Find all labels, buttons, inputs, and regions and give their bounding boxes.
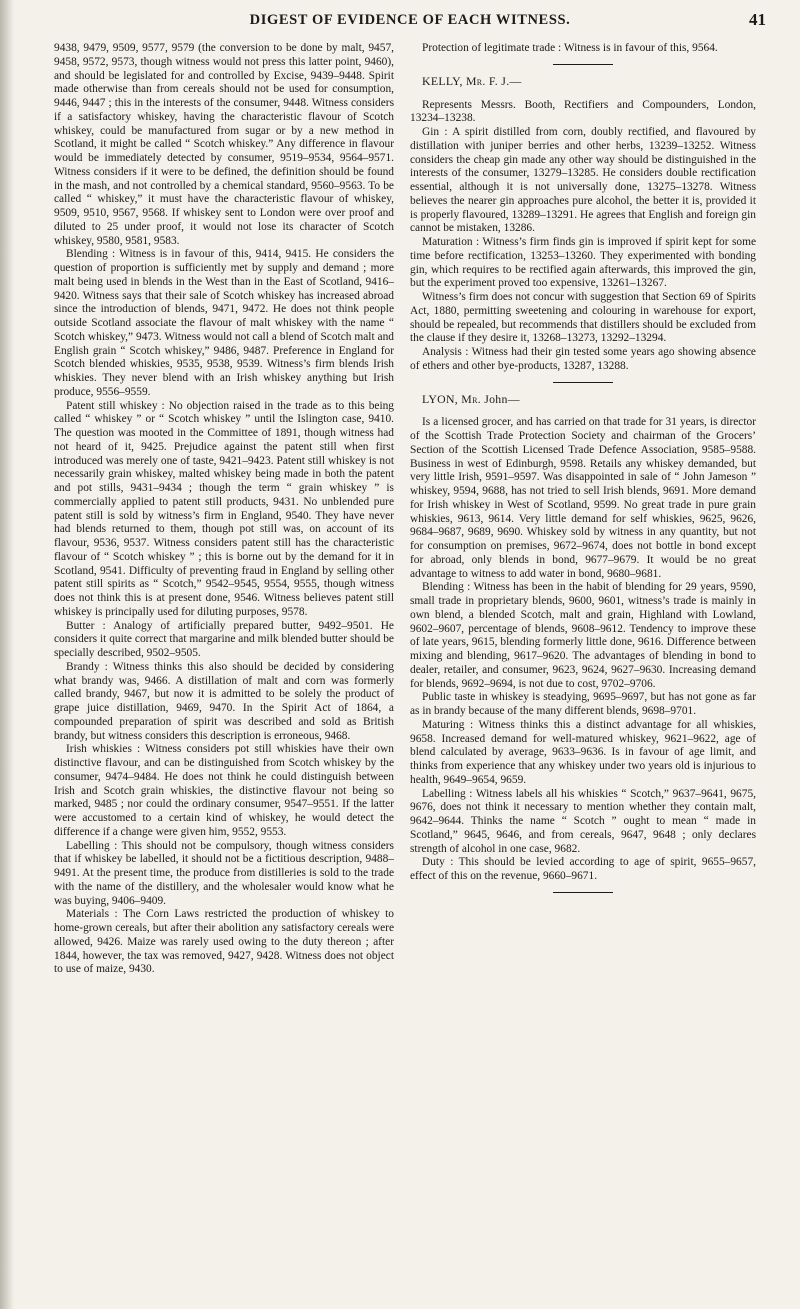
paragraph-continued: 9438, 9479, 9509, 9577, 9579 (the conversion to be done by malt, 9457, 9458, 9572, 9573, though witness would not press this latter point, 9460), and should be legislated for and controlled by Excise, 9439–9448. Spirit made otherwise than from cereals should not be used for consumption, 9446, 9447 ; this in the interests of the consumer, 9448. Witness considers if a satisfactory whiskey, having the characteristic flavour of Scotch whiskey, could be manufactured from sugar or by a new method in Scotland, it might be called “ Scotch whiskey.” Any difference in flavour would be immediately detected by consumer, 9519–9534, 9564–9571. Witness considers if it were to be defined, the definition should be found in the mash, and not controlled by a chemical standard, 9560–9563. To be called “ whiskey,” it must have the characteristic flavour of whiskey, 9509, 9510, 9567, 9568. If whiskey sent to London were over proof and diluted to 25 under proof, it would not lose its character of Scotch whiskey, 9580, 9581, 9583.: [54, 42, 394, 247]
paragraph-kelly-maturation: Maturation : Witness’s firm finds gin is improved if spirit kept for some time before rectification, 13253–13260. They experimented with bonding gin, which requires to be rectified again afterwards, this improved the gin, but the experiment proved too expensive, 13261–13267.: [410, 236, 756, 290]
spacer: [410, 89, 756, 99]
paragraph-blending: Blending : Witness is in favour of this, 9414, 9415. He considers the question of proportion is sufficiently met by supply and demand ; more malt being used in blends in the West than in the East of Scotland, 9416–9420. Witness says that their sale of Scotch whiskey has increased abroad since the introduction of blends, 9471, 9472. He does not think people outside Scotland associate the flavour of malt whiskey with the name “ Scotch whiskey,” 9473. Witness would not call a blend of Scotch malt and English grain “ Scotch whiskey,” 9486, 9487. Preference in England for Scotch blended whiskies, 9535, 9538, 9539. Witness’s firm blends Irish whiskies. They never blend with an Irish whiskey anything but Irish produce, 9556–9559.: [54, 248, 394, 398]
witness-heading-kelly: [410, 75, 756, 89]
spacer: [410, 406, 756, 416]
paragraph-kelly-section-69: Witness’s firm does not concur with suggestion that Section 69 of Spirits Act, 1880, permitting sweetening and colouring in warehouse for export, should be repealed, but recommends that distillers should be excluded from the clause if they desire it, 13268–13273, 13292–13294.: [410, 291, 756, 345]
paragraph-butter: Butter : Analogy of artificially prepared butter, 9492–9501. He considers it quite correct that margarine and milk blended butter should be specially described, 9502–9505.: [54, 619, 394, 659]
paragraph-protection: Protection of legitimate trade : Witness is in favour of this, 9564.: [422, 42, 718, 54]
witness-surname: KELLY,: [422, 73, 466, 88]
paragraph-irish-whiskies: Irish whiskies : Witness considers pot still whiskies have their own distinctive flavour, and can be distinguished from Scotch whiskey by the consumer, 9474–9484. He does not think he could distinguish between Irish and Scotch grain whiskies, the distinctive flavour not being so marked, 9485 ; nor could the ordinary consumer, 9547–9551. If the latter were accustomed to a certain kind of whiskey, he would detect the difference if a change were given him, 9552, 9553.: [54, 743, 394, 838]
paragraph-materials: Materials : The Corn Laws restricted the production of whiskey to home-grown cereals, but after their abolition any satisfactory cereals were allowed, 9426. Maize was rarely used owing to the duty thereon ; after 1844, however, the tax was removed, 9427, 9428. Witness does not object to use of maize, 9430.: [54, 908, 394, 976]
paragraph-kelly-analysis: Analysis : Witness had their gin tested some years ago showing absence of ethers and other bye-products, 13287, 13288.: [410, 346, 756, 372]
witness-forename: John—: [480, 391, 520, 406]
paragraph-kelly-represents: Represents Messrs. Booth, Rectifiers and Compounders, London, 13234–13238.: [410, 98, 756, 125]
paragraph-kelly-gin: Gin : A spirit distilled from corn, doubly rectified, and flavoured by distillation with juniper berries and other herbs, 13239–13252. Witness considers the cheap gin made any other way should be distinguished in the interests of the consumer, 13279–13285. He considers double rectification essential, although it is not universally done, 13275–13278. Witness believes the nearer gin approaches pure alcohol, the better it is, provided it is properly flavoured, 13289–13291. He agrees that English and foreign gin cannot be mistaken, 13286.: [410, 126, 756, 235]
paragraph-labelling: Labelling : This should not be compulsory, though witness considers that if whiskey be labelled, it should not be a fictitious description, 9488–9491. At the present time, the produce from distilleries is sold to the trade with the name of the distillery, and the wholesaler would know what he was buying, 9406–9409.: [54, 839, 394, 907]
paragraph-lyon-blending: Blending : Witness has been in the habit of blending for 29 years, 9590, small trade in proprietary blends, 9600, 9601, witness’s trade is mainly in own blend, a blended Scotch, malt and grain, Highland with Lowland, 9602–9607, percentage of blends, 9608–9612. Tendency to improve these of late years, 9615, blending formerly little done, 9616. Difference between mixing and blending, 9617–9620. The advantages of blending in bond to dealer, retailer, and consumer, 9623, 9624, 9627–9630. Increasing demand for blends, 9692–9694, is not due to cost, 9702–9706.: [410, 581, 756, 690]
paragraph-lyon-maturing: Maturing : Witness thinks this a distinct advantage for all whiskies, 9658. Increased demand for well-matured whiskey, 9621–9622, age of blend calculated by average, 9633–9636. Is in favour of age limit, and thinks from experience that any whiskey under two years old is injurious to health, 9649–9654, 9659.: [410, 718, 756, 786]
paragraph-patent-still: Patent still whiskey : No objection raised in the trade as to this being called “ whiskey ” or “ Scotch whiskey ” until the Islington case, 9410. The question was mooted in the Committee of 1891, though witness had not heard of it, 9425. Prejudice against the patent still when first introduced was merely one of taste, 9421–9423. Patent still whiskey is not necessarily grain whiskey, malted whiskey being made in both the patent and pot stills, 9431–9434 ; though the term “ grain whiskey ” is commercially applied to patent still products, 9431. No unblended pure patent still is sold by witness’s firm in England, 9540. They have never had blends returned to them, though pot still was, on account of its flavour, 9536, 9537. Witness considers patent still has the characteristic flavour of “ Scotch whiskey ” ; this is borne out by the demand for it in Scotland, 9541. Difficulty of preventing fraud in England by selling other patent still spirits as “ Scotch,” 9542–9545, 9554, 9555, though witness does not think this is at present done, 9546. Witness believes patent still whiskey is principally used for diluting purposes, 9578.: [54, 399, 394, 618]
section-divider: [553, 382, 613, 383]
page-edge-shadow: [0, 0, 14, 1309]
paragraph-brandy: Brandy : Witness thinks this also should be decided by considering what brandy was, 9466. A distillation of malt and corn was formerly called brandy, 9467, but now it is admitted to be solely the product of grape juice distillation, 9469, 9470. In the Spirit Act of 1864, a compounded preparation of spirit was described and sold as British brandy, but witness considers this description is erroneous, 9468.: [54, 660, 394, 742]
witness-surname: LYON,: [422, 391, 462, 406]
witness-initials: F. J.—: [485, 73, 522, 88]
left-column: [54, 42, 394, 977]
page-number: 41: [749, 10, 766, 29]
paragraph-lyon-duty: Duty : This should be levied according to age of spirit, 9655–9657, effect of this on the revenue, 9660–9671.: [410, 856, 756, 882]
running-head: DIGEST OF EVIDENCE OF EACH WITNESS.: [249, 12, 571, 28]
section-divider: [553, 892, 613, 893]
paragraph-lyon-background: Is a licensed grocer, and has carried on that trade for 31 years, is director of the Scottish Trade Protection Society and chairman of the Grocers’ Section of the Scottish Licensed Trade Defence Association, 9585–9588. Business in west of Edinburgh, 9598. Retails any whiskey demanded, but very little Irish, 9591–9597. Was disappointed in sale of “ John Jameson ” whiskey, 9594, 9688, has not tried to sell Irish blends, 9691. More demand for Irish whiskey in West of Scotland, 9599. No great trade in pure grain whiskies, 9613, 9614. Very little demand for self whiskies, 9625, 9626, 9684–9687, 9689, 9690. Whiskey sold by witness in any quantity, but not for consumption on premises, 9672–9674, does not bottle in bond except for abroad, only blends in bond, 9677–9679. It would be no great advantage to witness to add water in bond, 9680–9681.: [410, 416, 756, 580]
paragraph-lyon-public-taste: Public taste in whiskey is steadying, 9695–9697, but has not gone as far as in brandy because of the many different blends, 9698–9701.: [410, 691, 756, 717]
right-column: [410, 42, 756, 903]
witness-title: Mr.: [461, 391, 481, 406]
page-header: [54, 10, 766, 36]
witness-heading-lyon: [410, 393, 756, 407]
section-divider: [553, 64, 613, 65]
paragraph-lyon-labelling: Labelling : Witness labels all his whiskies “ Scotch,” 9637–9641, 9675, 9676, does not think it necessary to mention whether they contain malt, 9642–9644. Thinks the name “ Scotch ” ought to mean “ made in Scotland,” 9645, 9646, and from cereals, 9647, 9648 ; only declares strength of alcohol in one case, 9682.: [410, 787, 756, 855]
witness-title: Mr.: [465, 73, 486, 88]
